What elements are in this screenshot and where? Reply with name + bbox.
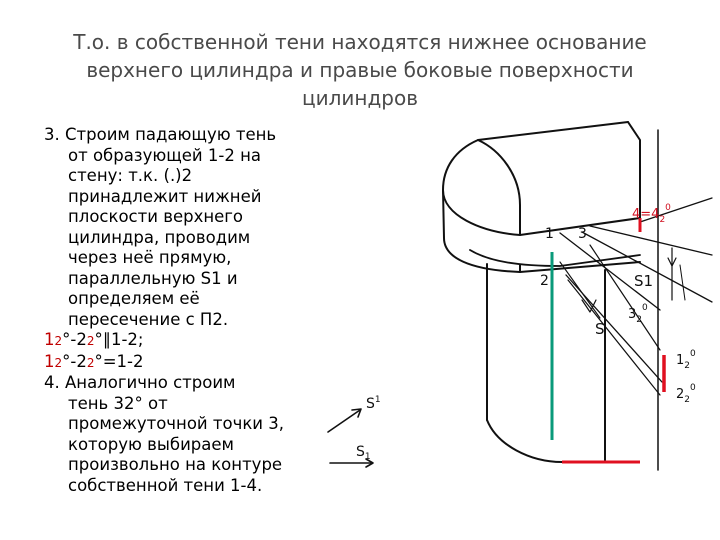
label-1-2: $1_2^0$ xyxy=(676,349,696,371)
step3-line-10: пересечение с П2. xyxy=(68,309,229,329)
label-2: 2 xyxy=(540,273,549,289)
legend-label-s: $S_1$ xyxy=(356,444,371,462)
legend-arrow-s1 xyxy=(328,410,360,432)
step4-line-1: 4. Аналогично строим xyxy=(44,373,236,392)
step3-line-6: цилиндра, проводим xyxy=(68,227,251,247)
step3-line-1: 3. Строим падающую тень xyxy=(44,125,277,144)
explanation-text xyxy=(44,125,314,496)
label-3-2: $3_2^0$ xyxy=(628,303,648,325)
step4-line-4: которую выбираем xyxy=(68,434,234,454)
title-line-2: верхнего цилиндра и правые боковые поверхности xyxy=(86,58,634,82)
title-line-1: Т.о. в собственной тени находятся нижнее основание xyxy=(73,30,647,54)
step3-line-5: плоскости верхнего xyxy=(68,207,244,226)
lower-cylinder-bottom xyxy=(487,420,605,462)
step3-line-7: через неё прямую, xyxy=(68,248,232,267)
step4-line-6: собственной тени 1-4. xyxy=(68,475,263,495)
ray-from-3 xyxy=(582,232,712,302)
slide-title xyxy=(40,28,680,112)
ray-from-3b xyxy=(590,226,712,255)
top-cylinder-inner-arc xyxy=(478,140,520,235)
step4-line-5: произвольно на контуре xyxy=(68,455,283,474)
label-s-mid: S xyxy=(595,320,605,338)
title-line-3: цилиндров xyxy=(301,86,418,110)
legend-label-s1: $S^1$ xyxy=(366,395,381,412)
ray-bottom xyxy=(560,262,600,318)
top-cylinder-top xyxy=(443,122,640,235)
step3-line-2: от образующей 1-2 на xyxy=(68,145,261,165)
ray-s-from-2 xyxy=(568,280,660,395)
label-4: $4=4_2^0$ xyxy=(632,203,671,225)
step3-line-9: определяем её xyxy=(68,289,200,308)
step3-line-3: стену: т.к. (.)2 xyxy=(68,166,193,185)
label-2-2: $2_2^0$ xyxy=(676,383,696,405)
label-1: 1 xyxy=(545,226,554,242)
step3-line-4: принадлежит нижней xyxy=(68,186,262,206)
construction-right-2 xyxy=(680,265,685,300)
step4-line-3: промежуточной точки 3, xyxy=(68,414,285,433)
label-3: 3 xyxy=(578,226,587,242)
step4-line-2: тень 32° от xyxy=(68,393,168,413)
label-s1-right: S1 xyxy=(634,272,654,290)
step3-line-8: параллельную S1 и xyxy=(68,268,238,288)
relation-parallel: 12°-22°∥1-2; xyxy=(44,330,144,349)
cylinder-shadow-drawing xyxy=(300,120,720,540)
relation-equal: 12°-22°=1-2 xyxy=(44,351,144,371)
